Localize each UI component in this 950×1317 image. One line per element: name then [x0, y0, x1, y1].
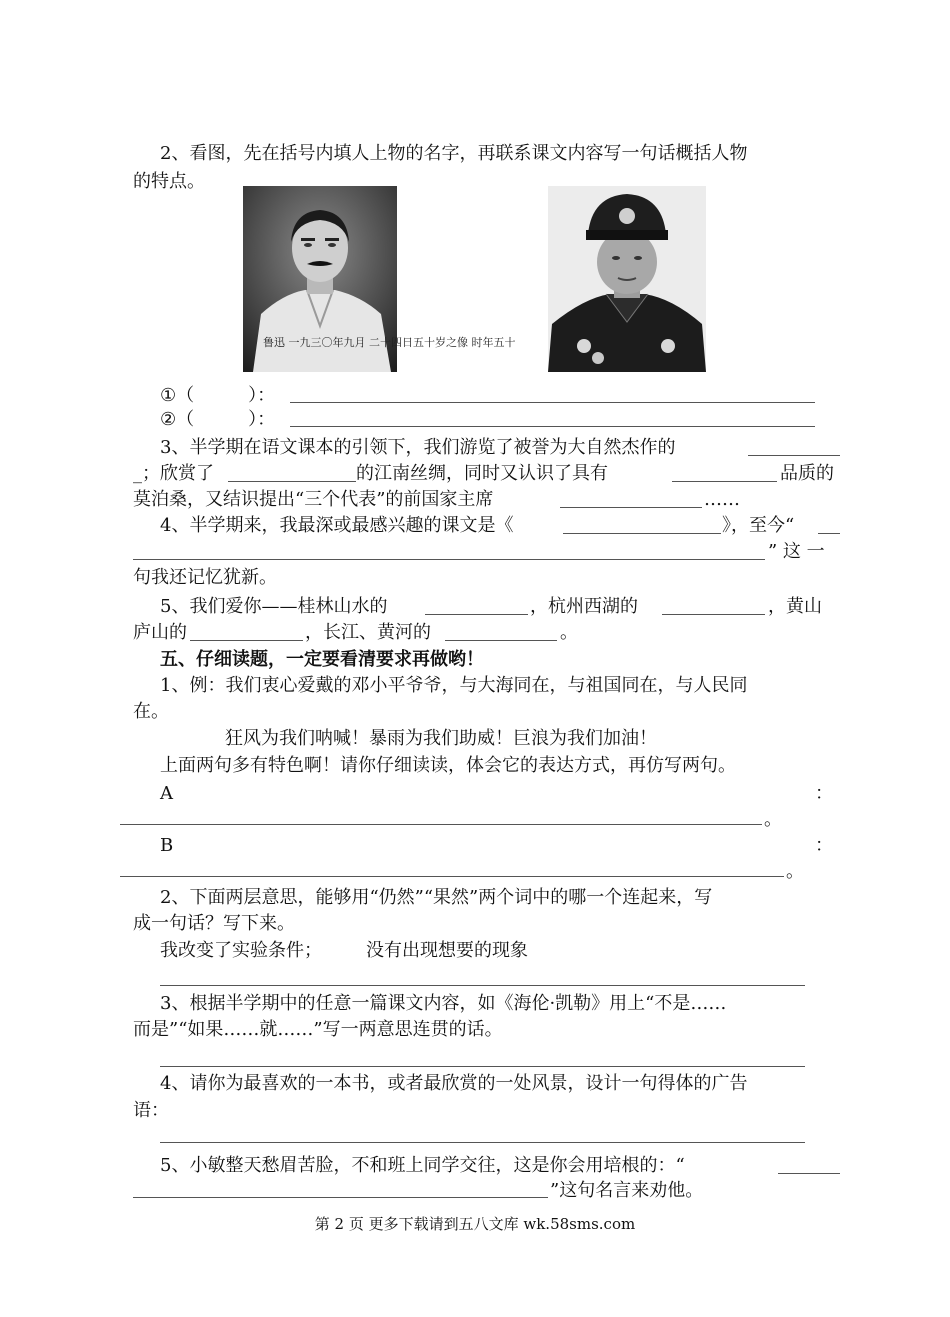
s5-e2-answer[interactable] — [160, 985, 805, 986]
answer-line-1[interactable] — [290, 402, 815, 403]
s5-e4-line1: 4、请你为最喜欢的一本书，或者最欣赏的一处风景，设计一句得体的广告 — [160, 1073, 748, 1094]
q2-line2: 的特点。 — [133, 171, 205, 192]
q3-line2b: 的江南丝绸，同时又认识了具有 — [356, 463, 608, 484]
q5-line2b: ，长江、黄河的 — [305, 622, 431, 643]
q4-line3: 句我还记忆犹新。 — [133, 567, 277, 588]
q4-blank-quote[interactable] — [133, 559, 765, 560]
s5-e3-line1: 3、根据半学期中的任意一篇课文内容，如《海伦·凯勒》用上“不是…… — [160, 993, 727, 1014]
s5-period-b: 。 — [786, 861, 804, 882]
q4-blank-title[interactable] — [563, 533, 721, 534]
portrait-photo-1 — [243, 186, 516, 372]
s5-e2-clause-2: 没有出现想要的现象 — [366, 940, 528, 961]
s5-e1-line1: 1、例：我们衷心爱戴的邓小平爷爷，与大海同在，与祖国同在，与人民同 — [160, 675, 748, 696]
portrait-photo-2 — [548, 186, 706, 372]
q4-line2b: ” 这 一 — [768, 541, 825, 562]
q3-blank-4[interactable] — [560, 507, 702, 508]
q3-blank-3[interactable] — [672, 481, 777, 482]
s5-e3-line2: 而是”“如果……就……”写一两意思连贯的话。 — [133, 1019, 503, 1040]
q5-blank-1[interactable] — [425, 614, 528, 615]
q2-line1: 2、看图，先在括号内填人上物的名字，再联系课文内容写一句话概括人物 — [160, 143, 748, 164]
q3-line3a: 莫泊桑，又结识提出“三个代表”的前国家主席 — [133, 489, 494, 510]
s5-e5-blank-start[interactable] — [778, 1173, 840, 1174]
s5-answer-b[interactable] — [120, 876, 784, 877]
section5-title: 五、仔细读题，一定要看清要求再做哟！ — [160, 649, 484, 670]
q3-blank-2[interactable] — [228, 481, 356, 482]
s5-label-b: B — [160, 835, 174, 856]
q4-line1b: 》，至今“ — [722, 515, 795, 536]
s5-e5-line2b: ”这句名言来劝他。 — [550, 1180, 704, 1201]
q3-line3b: …… — [704, 489, 740, 510]
q3-line2a: _；欣赏了 — [133, 463, 214, 484]
s5-label-a: A — [160, 783, 173, 804]
s5-e3-answer[interactable] — [160, 1066, 805, 1067]
blank-item-2: ②（ ）： — [160, 409, 276, 430]
q5-line2a: 庐山的 — [133, 622, 187, 643]
s5-e1-example: 狂风为我们呐喊！暴雨为我们助威！巨浪为我们加油！ — [225, 728, 657, 749]
q4-line1a: 4、半学期来，我最深或最感兴趣的课文是《 — [160, 515, 514, 536]
q3-line1: 3、半学期在语文课本的引领下，我们游览了被誉为大自然杰作的 — [160, 437, 676, 458]
s5-colon-b: ： — [815, 835, 833, 856]
s5-e4-answer[interactable] — [160, 1142, 805, 1143]
s5-e4-line2: 语： — [133, 1100, 169, 1121]
s5-e2-line2: 成一句话？写下来。 — [133, 913, 295, 934]
s5-answer-a[interactable] — [120, 824, 762, 825]
s5-e5-line1a: 5、小敏整天愁眉苦脸，不和班上同学交往，这是你会用培根的：“ — [160, 1155, 685, 1176]
photo-1-signature: 鲁迅 一九三〇年九月 二十四日五十岁之像 时年五十 — [263, 336, 516, 349]
q5-line2c: 。 — [560, 622, 578, 643]
s5-e5-blank[interactable] — [133, 1197, 548, 1198]
q3-blank-1[interactable] — [748, 455, 840, 456]
blank-item-1: ①（ ）： — [160, 385, 276, 406]
q5-line1b: ，杭州西湖的 — [530, 596, 638, 617]
s5-e1-prompt: 上面两句多有特色啊！请你仔细读读，体会它的表达方式，再仿写两句。 — [160, 755, 736, 776]
q5-blank-2[interactable] — [662, 614, 765, 615]
q3-line2c: 品质的 — [780, 463, 834, 484]
s5-period-a: 。 — [764, 809, 782, 830]
s5-e2-clause-1: 我改变了实验条件； — [160, 940, 322, 961]
q5-blank-4[interactable] — [445, 640, 557, 641]
s5-e1-line2: 在。 — [133, 701, 169, 722]
page-footer: 第 2 页 更多下载请到五八文库 wk.58sms.com — [314, 1215, 636, 1233]
q5-line1c: ，黄山 — [768, 596, 822, 617]
s5-e2-line1: 2、下面两层意思，能够用“仍然”“果然”两个词中的哪一个连起来，写 — [160, 887, 713, 908]
s5-colon-a: ： — [815, 783, 833, 804]
answer-line-2[interactable] — [290, 426, 815, 427]
q4-blank-quote-start[interactable] — [818, 533, 840, 534]
q5-blank-3[interactable] — [190, 640, 303, 641]
q5-line1a: 5、我们爱你——桂林山水的 — [160, 596, 388, 617]
